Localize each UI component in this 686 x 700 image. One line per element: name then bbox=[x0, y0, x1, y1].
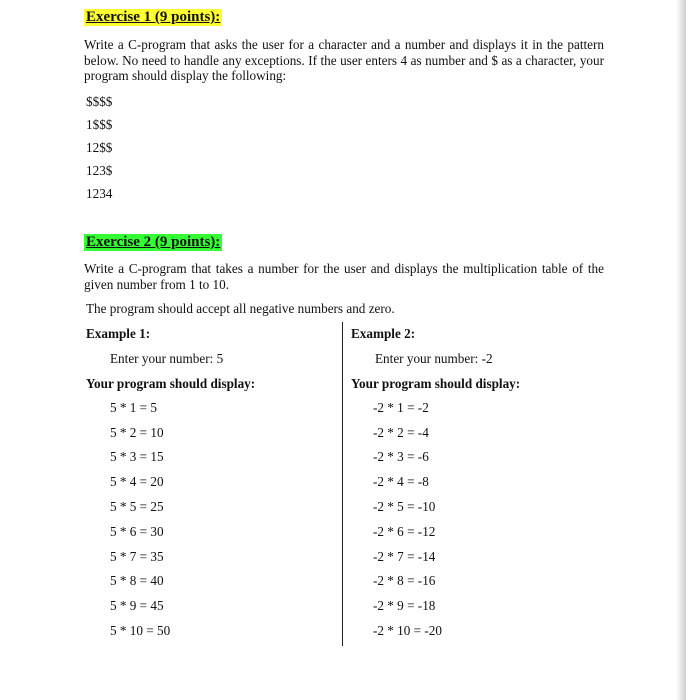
example2-output-line: -2 * 9 = -18 bbox=[373, 598, 436, 613]
example2-title: Example 2: bbox=[351, 326, 416, 341]
example2-output-line: -2 * 8 = -16 bbox=[373, 573, 436, 588]
example2-output-line: -2 * 7 = -14 bbox=[373, 549, 436, 564]
example1-title: Example 1: bbox=[86, 326, 151, 341]
example1-output-line: 5 * 6 = 30 bbox=[110, 524, 164, 539]
example1-display-label: Your program should display: bbox=[86, 376, 256, 391]
pattern-line: $$$$ bbox=[86, 94, 113, 109]
exercise2-description: Write a C-program that takes a number for the user and displays the multiplication table of the given number from 1 to 10. bbox=[84, 261, 604, 292]
example1-input: Enter your number: 5 bbox=[110, 351, 224, 366]
pattern-line: 1234 bbox=[86, 186, 113, 201]
pattern-line: 123$ bbox=[86, 163, 113, 178]
pattern-line: 1$$$ bbox=[86, 117, 113, 132]
example1-output-line: 5 * 5 = 25 bbox=[110, 499, 164, 514]
example1-output-line: 5 * 8 = 40 bbox=[110, 573, 164, 588]
example2-output-line: -2 * 10 = -20 bbox=[373, 623, 442, 638]
page-edge-shadow bbox=[676, 0, 686, 700]
example2-output-line: -2 * 1 = -2 bbox=[373, 400, 429, 415]
column-divider bbox=[342, 322, 343, 646]
example1-output-line: 5 * 9 = 45 bbox=[110, 598, 164, 613]
example2-output-line: -2 * 5 = -10 bbox=[373, 499, 436, 514]
example1-output-line: 5 * 4 = 20 bbox=[110, 474, 164, 489]
exercise2-note: The program should accept all negative numbers and zero. bbox=[86, 301, 395, 316]
exercise1-heading: Exercise 1 (9 points): bbox=[86, 9, 221, 25]
example2-output-line: -2 * 2 = -4 bbox=[373, 425, 429, 440]
example1-output-line: 5 * 3 = 15 bbox=[110, 449, 164, 464]
example1-output-line: 5 * 10 = 50 bbox=[110, 623, 171, 638]
example1-output-line: 5 * 2 = 10 bbox=[110, 425, 164, 440]
example2-display-label: Your program should display: bbox=[351, 376, 521, 391]
example2-input: Enter your number: -2 bbox=[375, 351, 493, 366]
example1-output-line: 5 * 7 = 35 bbox=[110, 549, 164, 564]
example2-output-line: -2 * 6 = -12 bbox=[373, 524, 436, 539]
example2-output-line: -2 * 4 = -8 bbox=[373, 474, 429, 489]
example2-output-line: -2 * 3 = -6 bbox=[373, 449, 429, 464]
exercise2-heading: Exercise 2 (9 points): bbox=[86, 234, 221, 250]
exercise1-description: Write a C-program that asks the user for a character and a number and displays it in the pattern below. No need to handle any exceptions. If the user enters 4 as number and $ as a character, your program should display the following: bbox=[84, 37, 604, 83]
pattern-line: 12$$ bbox=[86, 140, 113, 155]
example1-output-line: 5 * 1 = 5 bbox=[110, 400, 157, 415]
